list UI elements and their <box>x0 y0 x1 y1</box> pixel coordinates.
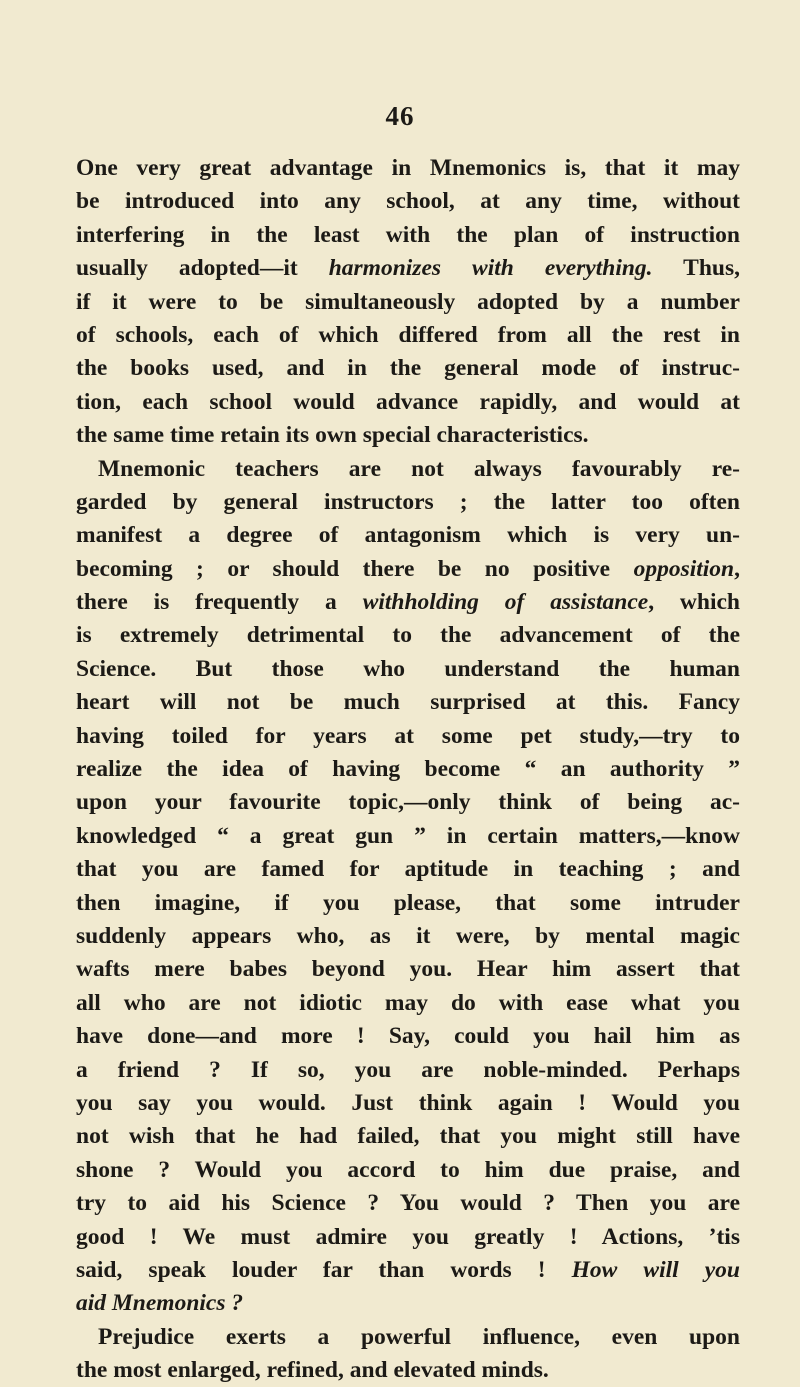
text-run: there is frequently a <box>76 589 363 616</box>
text-line <box>76 352 740 385</box>
text-run: good ! We must admire you greatly ! Actions, ’tis <box>76 1223 740 1250</box>
text-run: suddenly appears who, as it were, by mental magic <box>76 922 740 949</box>
paragraph <box>76 152 740 453</box>
body-text <box>76 152 740 1387</box>
text-run: then imagine, if you please, that some intruder <box>76 889 740 916</box>
text-run: manifest a degree of antagonism which is very un- <box>76 522 740 549</box>
text-line <box>76 286 740 319</box>
italic-text: opposition <box>633 555 735 582</box>
text-run: try to aid his Science ? You would ? Then you are <box>76 1190 740 1217</box>
text-line <box>76 586 740 619</box>
text-run: all who are not idiotic may do with ease what you <box>76 989 740 1016</box>
text-line <box>76 953 740 986</box>
text-line <box>76 1054 740 1087</box>
text-line <box>76 1020 740 1053</box>
text-run: becoming ; or should there be no positive <box>76 555 634 582</box>
text-run: heart will not be much surprised at this. Fancy <box>76 689 740 716</box>
text-line <box>76 1321 740 1354</box>
text-line <box>76 1221 740 1254</box>
text-run: the same time retain its own special characteristics. <box>76 422 589 449</box>
paragraph <box>76 453 740 1321</box>
text-run: realize the idea of having become “ an authority ” <box>76 756 740 783</box>
text-run: knowledged “ a great gun ” in certain matters,—know <box>76 822 740 849</box>
text-line <box>76 920 740 953</box>
italic-text: aid Mnemonics ? <box>76 1290 244 1317</box>
text-run: having toiled for years at some pet study,—try to <box>76 722 740 749</box>
text-line <box>76 453 740 486</box>
text-run: be introduced into any school, at any time, without <box>76 188 740 215</box>
text-line <box>76 786 740 819</box>
text-line <box>76 386 740 419</box>
text-run: Science. But those who understand the human <box>76 655 740 682</box>
text-run: shone ? Would you accord to him due praise, and <box>76 1156 740 1183</box>
text-run: wafts mere babes beyond you. Hear him assert that <box>76 956 740 983</box>
text-run: of schools, each of which differed from all the rest in <box>76 321 740 348</box>
text-run: garded by general instructors ; the latter too often <box>76 488 740 515</box>
text-run: not wish that he had failed, that you might still have <box>76 1123 740 1150</box>
text-line <box>76 553 740 586</box>
text-run: interfering in the least with the plan of instruction <box>76 221 740 248</box>
italic-text: harmonizes with everything. <box>328 255 653 282</box>
text-line <box>76 987 740 1020</box>
text-line <box>76 1154 740 1187</box>
text-line <box>76 486 740 519</box>
text-line <box>76 820 740 853</box>
text-run: upon your favourite topic,—only think of being ac- <box>76 789 740 816</box>
text-run: Prejudice exerts a powerful influence, even upon <box>98 1323 740 1350</box>
text-line <box>76 1254 740 1287</box>
text-line <box>76 185 740 218</box>
text-line <box>76 653 740 686</box>
text-line <box>76 152 740 185</box>
text-line <box>76 720 740 753</box>
italic-text: How will you <box>571 1256 740 1283</box>
text-line <box>76 219 740 252</box>
italic-text: withholding of assistance <box>362 589 649 616</box>
text-run: is extremely detrimental to the advancement of the <box>76 622 740 649</box>
text-run: if it were to be simultaneously adopted by a number <box>76 288 740 315</box>
text-line <box>76 1087 740 1120</box>
text-run: , which <box>648 589 741 616</box>
text-run: that you are famed for aptitude in teaching ; and <box>76 856 740 883</box>
text-line <box>76 1187 740 1220</box>
text-run: Mnemonic teachers are not always favourably re- <box>98 455 740 482</box>
text-run: One very great advantage in Mnemonics is, that it may <box>76 155 740 181</box>
page-number: 46 <box>385 101 415 131</box>
text-line <box>76 753 740 786</box>
text-line <box>76 887 740 920</box>
text-line <box>76 853 740 886</box>
text-line <box>76 1287 740 1320</box>
text-line <box>76 519 740 552</box>
text-line <box>76 1354 740 1387</box>
text-run: tion, each school would advance rapidly, and would at <box>76 388 740 415</box>
text-run: said, speak louder far than words ! <box>76 1256 572 1283</box>
text-run: the books used, and in the general mode of instruc- <box>76 355 740 382</box>
text-line <box>76 619 740 652</box>
text-run: have done—and more ! Say, could you hail him as <box>76 1023 740 1050</box>
text-line <box>76 1120 740 1153</box>
text-run: the most enlarged, refined, and elevated minds. <box>76 1357 549 1384</box>
text-line <box>76 252 740 285</box>
text-run: , <box>734 555 740 582</box>
text-line <box>76 686 740 719</box>
text-run: Thus, <box>652 255 740 282</box>
text-run: you say you would. Just think again ! Would you <box>76 1089 740 1116</box>
text-line <box>76 419 740 452</box>
text-run: usually adopted—it <box>76 255 329 282</box>
text-run: a friend ? If so, you are noble-minded. Perhaps <box>76 1056 740 1083</box>
paragraph <box>76 1321 740 1387</box>
text-line <box>76 319 740 352</box>
